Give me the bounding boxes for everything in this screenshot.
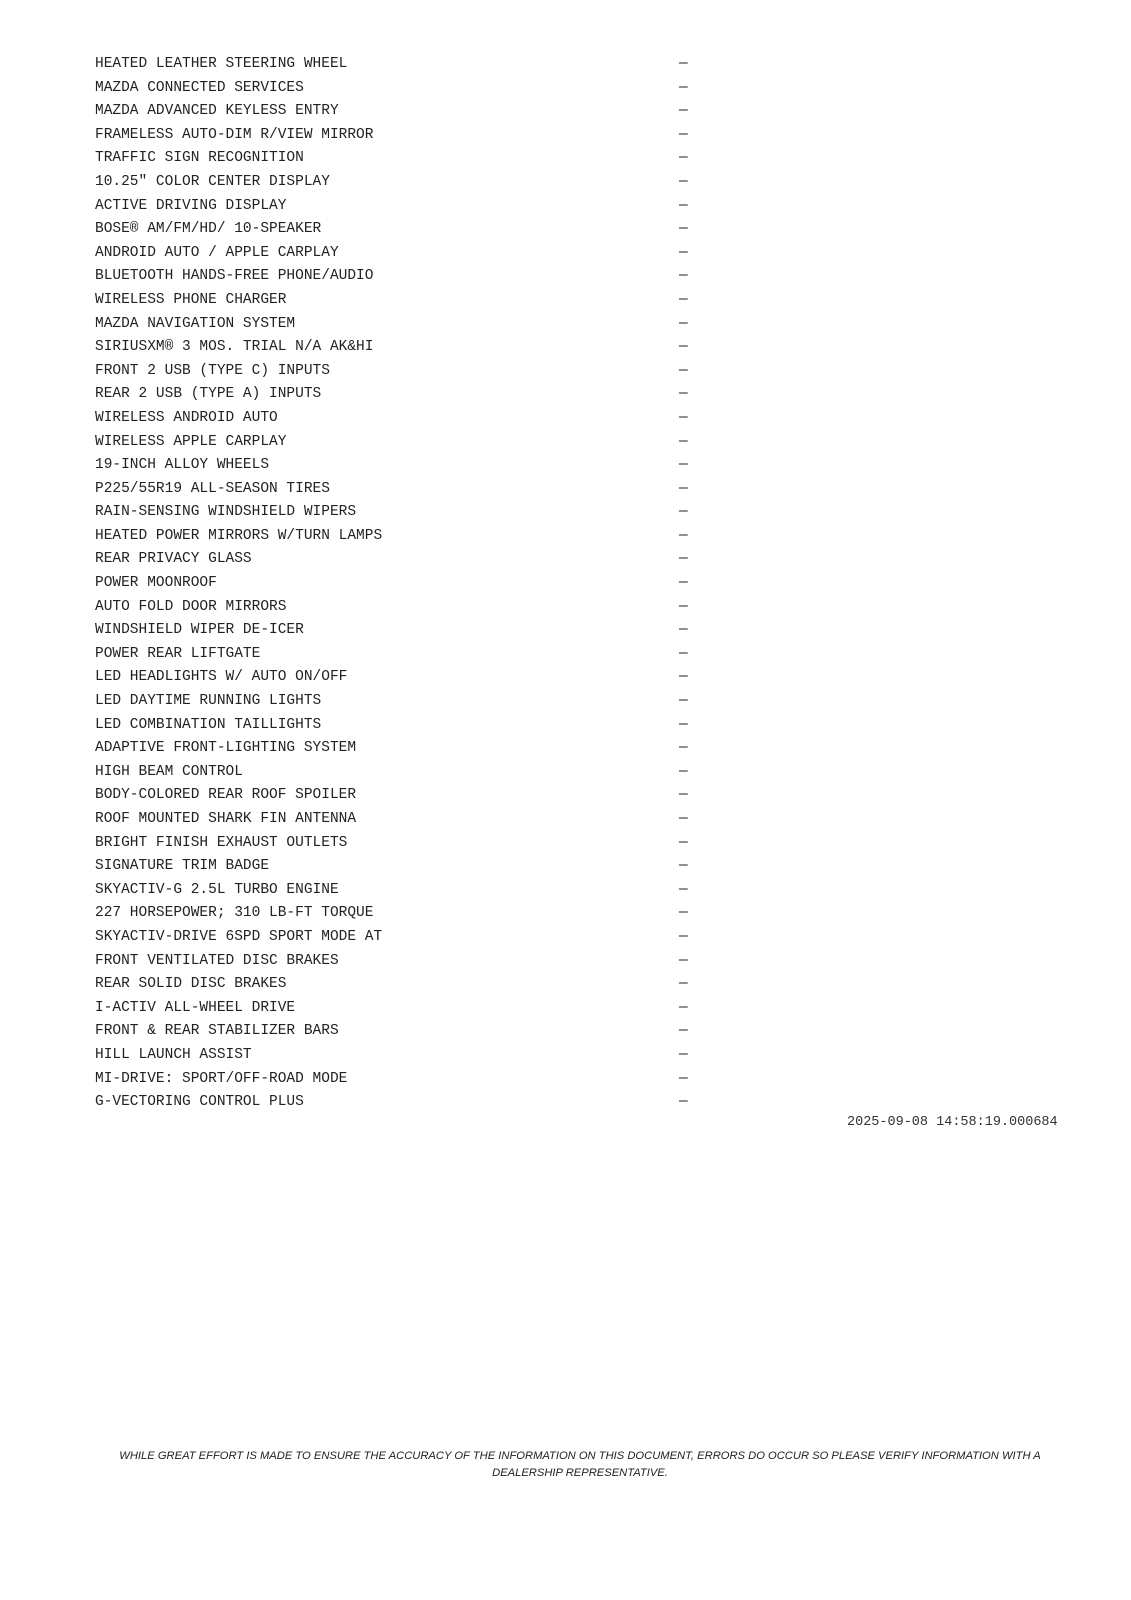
feature-name: 227 HORSEPOWER; 310 LB-FT TORQUE: [95, 905, 374, 922]
feature-name: ACTIVE DRIVING DISPLAY: [95, 197, 287, 214]
feature-name: REAR SOLID DISC BRAKES: [95, 976, 287, 993]
feature-name: BOSE® AM/FM/HD/ 10-SPEAKER: [95, 221, 322, 238]
feature-row: [95, 1020, 695, 1044]
feature-row: [95, 218, 695, 242]
feature-name: FRONT 2 USB (TYPE C) INPUTS: [95, 362, 330, 379]
feature-value: —: [679, 315, 688, 332]
feature-row: [95, 548, 695, 572]
feature-row: [95, 690, 695, 714]
feature-row: [95, 666, 695, 690]
feature-row: [95, 265, 695, 289]
feature-value: —: [679, 952, 688, 969]
feature-value: —: [679, 79, 688, 96]
feature-row: [95, 525, 695, 549]
feature-name: REAR PRIVACY GLASS: [95, 551, 252, 568]
feature-row: [95, 336, 695, 360]
feature-row: [95, 737, 695, 761]
feature-row: [95, 950, 695, 974]
feature-value: —: [679, 740, 688, 757]
feature-row: [95, 147, 695, 171]
feature-name: SIGNATURE TRIM BADGE: [95, 858, 270, 875]
feature-value: —: [679, 527, 688, 544]
feature-value: —: [679, 126, 688, 143]
disclaimer: WHILE GREAT EFFORT IS MADE TO ENSURE THE ACCURACY OF THE INFORMATION ON THIS DOCUMENT, ERRORS DO OCCUR SO PLEASE VERIFY INFORMATION WITH A DEALERSHIP REPRESENTATIVE.: [119, 1450, 1041, 1479]
feature-value: —: [679, 1070, 688, 1087]
feature-name: MAZDA CONNECTED SERVICES: [95, 79, 304, 96]
feature-value: —: [679, 221, 688, 238]
feature-name: MAZDA ADVANCED KEYLESS ENTRY: [95, 103, 339, 120]
feature-value: —: [679, 504, 688, 521]
feature-row: [95, 997, 695, 1021]
feature-value: —: [679, 103, 688, 120]
feature-row: [95, 619, 695, 643]
feature-value: —: [679, 881, 688, 898]
feature-name: ROOF MOUNTED SHARK FIN ANTENNA: [95, 811, 357, 827]
feature-row: [95, 478, 695, 502]
feature-value: —: [679, 645, 688, 662]
feature-name: FRAMELESS AUTO-DIM R/VIEW MIRROR: [95, 126, 374, 143]
feature-value: —: [679, 173, 688, 190]
feature-name: POWER REAR LIFTGATE: [95, 645, 261, 662]
feature-value: —: [679, 362, 688, 379]
feature-value: —: [679, 56, 688, 72]
feature-value: —: [679, 575, 688, 592]
feature-row: [95, 77, 695, 101]
feature-name: WINDSHIELD WIPER DE-ICER: [95, 622, 304, 639]
feature-row: [95, 454, 695, 478]
feature-row: [95, 501, 695, 525]
feature-value: —: [679, 905, 688, 922]
feature-row: [95, 407, 695, 431]
feature-value: —: [679, 339, 688, 356]
feature-value: —: [679, 669, 688, 686]
feature-name: HEATED LEATHER STEERING WHEEL: [95, 56, 348, 72]
feature-row: [95, 313, 695, 337]
feature-row: [95, 1044, 695, 1068]
feature-row: [95, 383, 695, 407]
feature-list: [95, 53, 695, 1115]
feature-name: WIRELESS PHONE CHARGER: [95, 291, 287, 308]
feature-value: —: [679, 1046, 688, 1063]
feature-name: G-VECTORING CONTROL PLUS: [95, 1094, 304, 1111]
feature-name: MAZDA NAVIGATION SYSTEM: [95, 315, 296, 332]
feature-name: 10.25" COLOR CENTER DISPLAY: [95, 173, 330, 190]
feature-row: [95, 902, 695, 926]
feature-row: [95, 289, 695, 313]
feature-row: [95, 171, 695, 195]
feature-value: —: [679, 763, 688, 780]
feature-name: WIRELESS APPLE CARPLAY: [95, 433, 287, 450]
feature-name: SKYACTIV-DRIVE 6SPD SPORT MODE AT: [95, 928, 383, 945]
feature-value: —: [679, 858, 688, 875]
feature-value: —: [679, 598, 688, 615]
feature-row: [95, 643, 695, 667]
feature-value: —: [679, 433, 688, 450]
feature-name: FRONT VENTILATED DISC BRAKES: [95, 952, 339, 969]
feature-value: —: [679, 834, 688, 851]
feature-value: —: [679, 268, 688, 285]
feature-name: BODY-COLORED REAR ROOF SPOILER: [95, 787, 357, 804]
feature-name: SIRIUSXM® 3 MOS. TRIAL N/A AK&HI: [95, 339, 374, 356]
feature-value: —: [679, 551, 688, 568]
feature-value: —: [679, 622, 688, 639]
feature-value: —: [679, 716, 688, 733]
feature-value: —: [679, 999, 688, 1016]
feature-row: [95, 784, 695, 808]
feature-value: —: [679, 480, 688, 497]
feature-name: HILL LAUNCH ASSIST: [95, 1046, 252, 1063]
feature-row: [95, 1068, 695, 1092]
feature-value: —: [679, 1023, 688, 1040]
feature-name: WIRELESS ANDROID AUTO: [95, 409, 278, 426]
feature-row: [95, 100, 695, 124]
feature-name: 19-INCH ALLOY WHEELS: [95, 457, 270, 474]
feature-name: BLUETOOTH HANDS-FREE PHONE/AUDIO: [95, 268, 374, 285]
feature-name: REAR 2 USB (TYPE A) INPUTS: [95, 386, 322, 403]
feature-name: I-ACTIV ALL-WHEEL DRIVE: [95, 999, 296, 1016]
feature-row: [95, 714, 695, 738]
feature-name: P225/55R19 ALL-SEASON TIRES: [95, 480, 330, 497]
feature-value: —: [679, 150, 688, 167]
feature-row: [95, 808, 695, 832]
timestamp: 2025-09-08 14:58:19.000684: [847, 1115, 1058, 1130]
feature-name: LED DAYTIME RUNNING LIGHTS: [95, 693, 322, 710]
feature-value: —: [679, 693, 688, 710]
feature-value: —: [679, 386, 688, 403]
feature-row: [95, 53, 695, 77]
feature-value: —: [679, 787, 688, 804]
feature-row: [95, 926, 695, 950]
feature-name: SKYACTIV-G 2.5L TURBO ENGINE: [95, 881, 339, 898]
feature-row: [95, 242, 695, 266]
feature-row: [95, 973, 695, 997]
feature-name: POWER MOONROOF: [95, 575, 217, 592]
feature-row: [95, 761, 695, 785]
feature-value: —: [679, 928, 688, 945]
feature-name: AUTO FOLD DOOR MIRRORS: [95, 598, 287, 615]
feature-name: HEATED POWER MIRRORS W/TURN LAMPS: [95, 527, 383, 544]
feature-name: ANDROID AUTO / APPLE CARPLAY: [95, 244, 339, 261]
feature-row: [95, 195, 695, 219]
feature-value: —: [679, 811, 688, 827]
feature-value: —: [679, 244, 688, 261]
feature-value: —: [679, 197, 688, 214]
feature-name: LED HEADLIGHTS W/ AUTO ON/OFF: [95, 669, 348, 686]
feature-value: —: [679, 291, 688, 308]
feature-value: —: [679, 1094, 688, 1111]
feature-name: LED COMBINATION TAILLIGHTS: [95, 716, 322, 733]
feature-value: —: [679, 976, 688, 993]
feature-row: [95, 855, 695, 879]
feature-row: [95, 360, 695, 384]
feature-name: FRONT & REAR STABILIZER BARS: [95, 1023, 339, 1040]
feature-row: [95, 879, 695, 903]
feature-row: [95, 572, 695, 596]
feature-name: BRIGHT FINISH EXHAUST OUTLETS: [95, 834, 348, 851]
feature-name: TRAFFIC SIGN RECOGNITION: [95, 150, 304, 167]
feature-row: [95, 1091, 695, 1115]
feature-row: [95, 431, 695, 455]
feature-value: —: [679, 457, 688, 474]
feature-name: HIGH BEAM CONTROL: [95, 763, 243, 780]
feature-name: RAIN-SENSING WINDSHIELD WIPERS: [95, 504, 357, 521]
feature-row: [95, 124, 695, 148]
feature-name: MI-DRIVE: SPORT/OFF-ROAD MODE: [95, 1070, 348, 1087]
feature-value: —: [679, 409, 688, 426]
feature-row: [95, 596, 695, 620]
feature-row: [95, 832, 695, 856]
feature-name: ADAPTIVE FRONT-LIGHTING SYSTEM: [95, 740, 357, 757]
